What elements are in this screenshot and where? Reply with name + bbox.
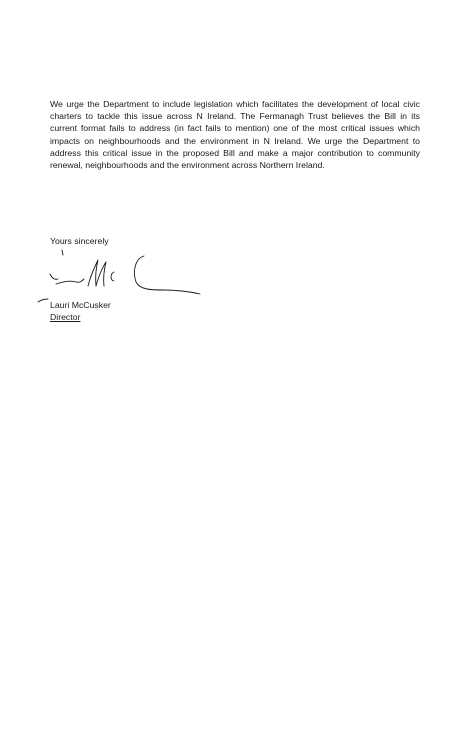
signer-name: Lauri McCusker	[50, 300, 111, 310]
signer-title: Director	[50, 312, 81, 322]
body-paragraph: We urge the Department to include legislation which facilitates the development of local civic charters to tackle this issue across N Ireland. The Fermanagh Trust believes the Bill in its current format fails to address (in fact fails to mention) one of the most critical issues which impacts on neighbourhoods and the environment in N Ireland. We urge the Department to address this critical issue in the proposed Bill and make a major contribution to community renewal, neighbourhoods and the environment across Northern Ireland.	[50, 99, 420, 171]
closing-salutation: Yours sincerely	[50, 236, 109, 246]
